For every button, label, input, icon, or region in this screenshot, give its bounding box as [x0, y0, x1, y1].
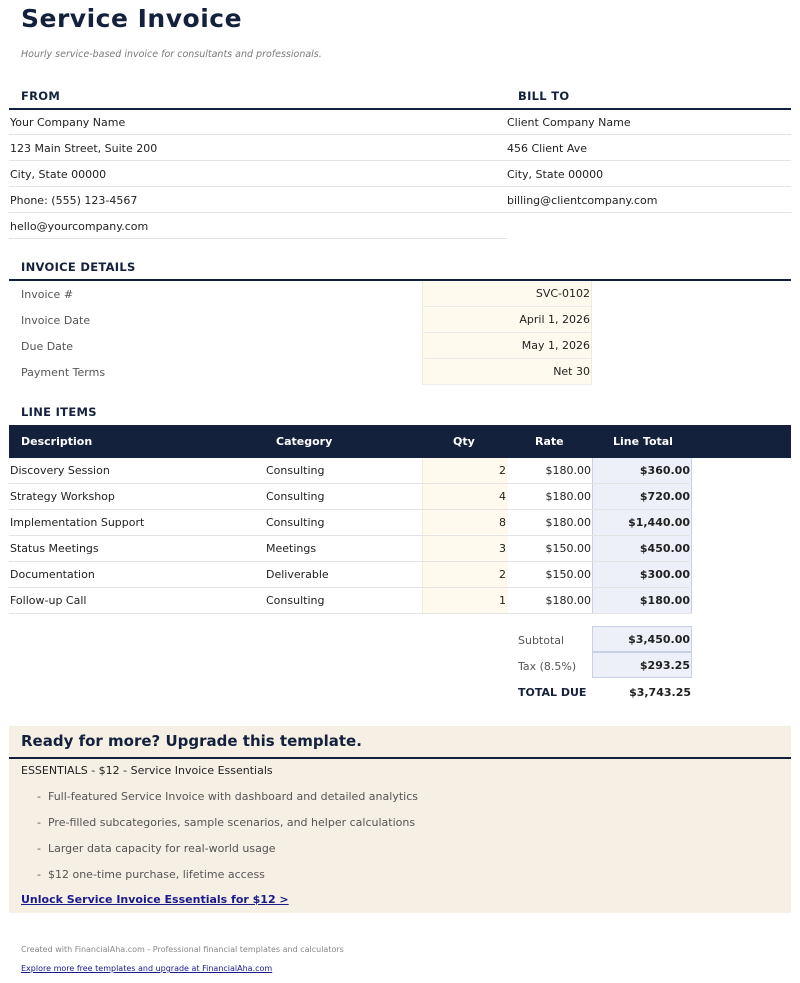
item-description[interactable]: Discovery Session [10, 464, 110, 477]
item-description[interactable]: Implementation Support [10, 516, 145, 529]
invoice-number-label: Invoice # [21, 288, 74, 301]
item-category[interactable]: Consulting [266, 464, 325, 477]
bullet-dash: - [37, 816, 41, 829]
from-heading: FROM [21, 89, 61, 103]
divider [9, 160, 507, 161]
item-category[interactable]: Consulting [266, 490, 325, 503]
bullet-dash: - [37, 868, 41, 881]
page-subtitle: Hourly service-based invoice for consultants and professionals. [21, 49, 322, 60]
tax-value: $293.25 [592, 652, 692, 678]
item-description[interactable]: Documentation [10, 568, 95, 581]
column-header-category: Category [276, 435, 333, 448]
item-description[interactable]: Strategy Workshop [10, 490, 115, 503]
feature-item [37, 842, 276, 855]
table-row [9, 562, 791, 588]
total-due-label: TOTAL DUE [518, 686, 587, 699]
item-line-total: $720.00 [592, 484, 692, 510]
feature-text: Full-featured Service Invoice with dashboard and detailed analytics [47, 790, 418, 803]
bill-to-line: billing@clientcompany.com [507, 194, 658, 207]
feature-item [37, 790, 418, 803]
item-description[interactable]: Status Meetings [10, 542, 99, 555]
invoice-date-label: Invoice Date [21, 314, 91, 327]
item-rate[interactable]: $180.00 [545, 464, 591, 477]
item-rate[interactable]: $150.00 [545, 568, 591, 581]
item-qty-field[interactable]: 4 [422, 484, 508, 510]
table-row [9, 510, 791, 536]
column-header-rate: Rate [535, 435, 564, 448]
from-line: Your Company Name [10, 116, 126, 129]
unlock-essentials-link[interactable]: Unlock Service Invoice Essentials for $12 > [21, 893, 289, 906]
divider [9, 134, 507, 135]
details-rule [9, 279, 791, 281]
footer-link[interactable]: Explore more free templates and upgrade at FinancialAha.com [21, 964, 273, 973]
item-line-total: $1,440.00 [592, 510, 692, 536]
invoice-number-field[interactable]: SVC-0102 [422, 281, 592, 307]
total-due-value: $3,743.25 [629, 686, 691, 699]
bullet-dash: - [37, 790, 41, 803]
subtotal-label: Subtotal [518, 634, 565, 647]
column-header-line-total: Line Total [613, 435, 673, 448]
bill-to-heading: BILL TO [518, 89, 570, 103]
column-header-qty: Qty [453, 435, 475, 448]
upgrade-rule [9, 757, 791, 759]
page-title: Service Invoice [21, 4, 243, 33]
from-line: Phone: (555) 123-4567 [10, 194, 138, 207]
divider [507, 212, 791, 213]
due-date-label: Due Date [21, 340, 73, 353]
bullet-dash: - [37, 842, 41, 855]
table-row [9, 536, 791, 562]
item-qty-field[interactable]: 8 [422, 510, 508, 536]
feature-item [37, 868, 265, 881]
divider [507, 134, 791, 135]
footer-credit: Created with FinancialAha.com - Professional financial templates and calculators [21, 945, 344, 954]
invoice-details-heading: INVOICE DETAILS [21, 260, 136, 274]
bill-to-line: City, State 00000 [507, 168, 604, 181]
upgrade-panel [9, 726, 791, 913]
from-line: hello@yourcompany.com [10, 220, 149, 233]
item-category[interactable]: Meetings [266, 542, 317, 555]
item-category[interactable]: Consulting [266, 594, 325, 607]
due-date-field[interactable]: May 1, 2026 [422, 333, 592, 359]
divider [9, 613, 692, 614]
payment-terms-label: Payment Terms [21, 366, 106, 379]
feature-item [37, 816, 415, 829]
bill-to-line: 456 Client Ave [507, 142, 587, 155]
item-rate[interactable]: $180.00 [545, 516, 591, 529]
item-category[interactable]: Consulting [266, 516, 325, 529]
column-header-description: Description [21, 435, 93, 448]
feature-text: Pre-filled subcategories, sample scenarios, and helper calculations [47, 816, 416, 829]
subtotal-value: $3,450.00 [592, 626, 692, 652]
payment-terms-field[interactable]: Net 30 [422, 359, 592, 385]
address-rule [9, 108, 791, 110]
item-rate[interactable]: $150.00 [545, 542, 591, 555]
divider [9, 212, 507, 213]
item-line-total: $180.00 [592, 588, 692, 614]
item-rate[interactable]: $180.00 [545, 490, 591, 503]
item-description[interactable]: Follow-up Call [10, 594, 87, 607]
item-qty-field[interactable]: 3 [422, 536, 508, 562]
divider [9, 238, 507, 239]
from-line: City, State 00000 [10, 168, 107, 181]
line-items-header-row [9, 425, 791, 458]
divider [507, 160, 791, 161]
item-qty-field[interactable]: 2 [422, 562, 508, 588]
divider [9, 186, 507, 187]
item-category[interactable]: Deliverable [266, 568, 329, 581]
table-row [9, 458, 791, 484]
line-items-heading: LINE ITEMS [21, 405, 97, 419]
item-qty-field[interactable]: 2 [422, 458, 508, 484]
table-row [9, 588, 791, 614]
divider [507, 186, 791, 187]
tax-label: Tax (8.5%) [518, 660, 577, 673]
feature-text: $12 one-time purchase, lifetime access [47, 868, 265, 881]
table-row [9, 484, 791, 510]
item-line-total: $450.00 [592, 536, 692, 562]
bill-to-line: Client Company Name [507, 116, 631, 129]
upgrade-plan: ESSENTIALS - $12 - Service Invoice Essentials [21, 764, 273, 777]
upgrade-title: Ready for more? Upgrade this template. [21, 732, 362, 750]
item-line-total: $360.00 [592, 458, 692, 484]
from-line: 123 Main Street, Suite 200 [10, 142, 158, 155]
feature-text: Larger data capacity for real-world usage [47, 842, 276, 855]
item-rate[interactable]: $180.00 [545, 594, 591, 607]
item-qty-field[interactable]: 1 [422, 588, 508, 614]
invoice-date-field[interactable]: April 1, 2026 [422, 307, 592, 333]
item-line-total: $300.00 [592, 562, 692, 588]
